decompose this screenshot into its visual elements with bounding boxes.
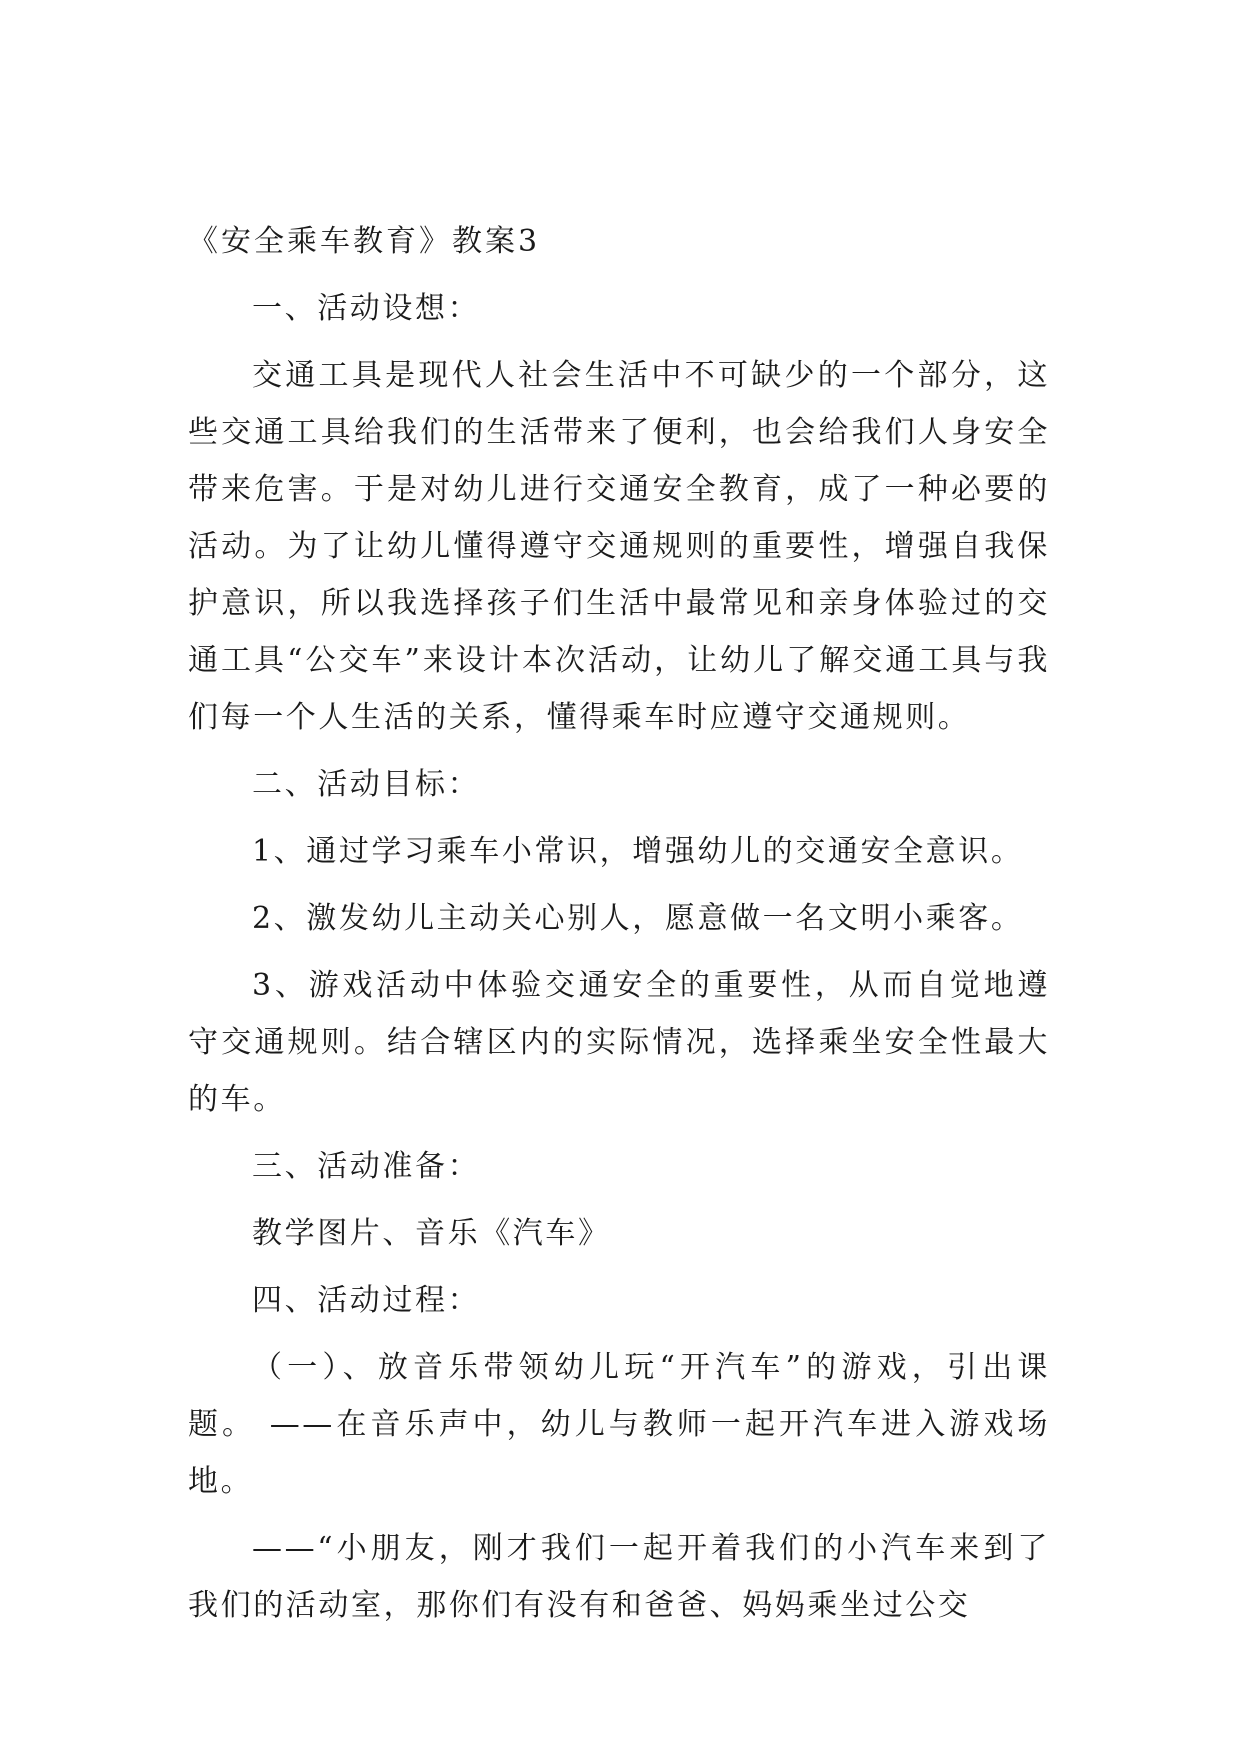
document-page (188, 222, 1050, 1634)
process-step-1: （一）、放音乐带领幼儿玩“开汽车”的游戏，引出课题。 ——在音乐声中，幼儿与教师一起开汽车进入游戏场地。 (188, 1350, 1050, 1499)
section-heading-goals: 二、活动目标： (252, 767, 481, 802)
section-heading-idea: 一、活动设想： (252, 291, 481, 326)
section-heading-preparation: 三、活动准备： (252, 1149, 481, 1184)
goal-item-3: 3、游戏活动中体验交通安全的重要性，从而自觉地遵守交通规则。结合辖区内的实际情况，选择乘坐安全性最大的车。 (188, 968, 1050, 1117)
preparation-text: 教学图片、音乐《汽车》 (252, 1216, 611, 1251)
goal-item-1: 1、通过学习乘车小常识，增强幼儿的交通安全意识。 (252, 834, 1024, 869)
section-heading-process: 四、活动过程： (252, 1283, 481, 1318)
goal-item-2: 2、激发幼儿主动关心别人，愿意做一名文明小乘客。 (252, 901, 1024, 936)
process-dialogue: ——“小朋友，刚才我们一起开着我们的小汽车来到了我们的活动室，那你们有没有和爸爸、妈妈乘坐过公交 (188, 1531, 1050, 1623)
body-paragraph-idea: 交通工具是现代人社会生活中不可缺少的一个部分，这些交通工具给我们的生活带来了便利，也会给我们人身安全带来危害。于是对幼儿进行交通安全教育，成了一种必要的活动。为了让幼儿懂得遵守交通规则的重要性，增强自我保护意识，所以我选择孩子们生活中最常见和亲身体验过的交通工具“公交车”来设计本次活动，让幼儿了解交通工具与我们每一个人生活的关系，懂得乘车时应遵守交通规则。 (188, 358, 1050, 735)
document-title: 《安全乘车教育》教案3 (188, 224, 541, 259)
